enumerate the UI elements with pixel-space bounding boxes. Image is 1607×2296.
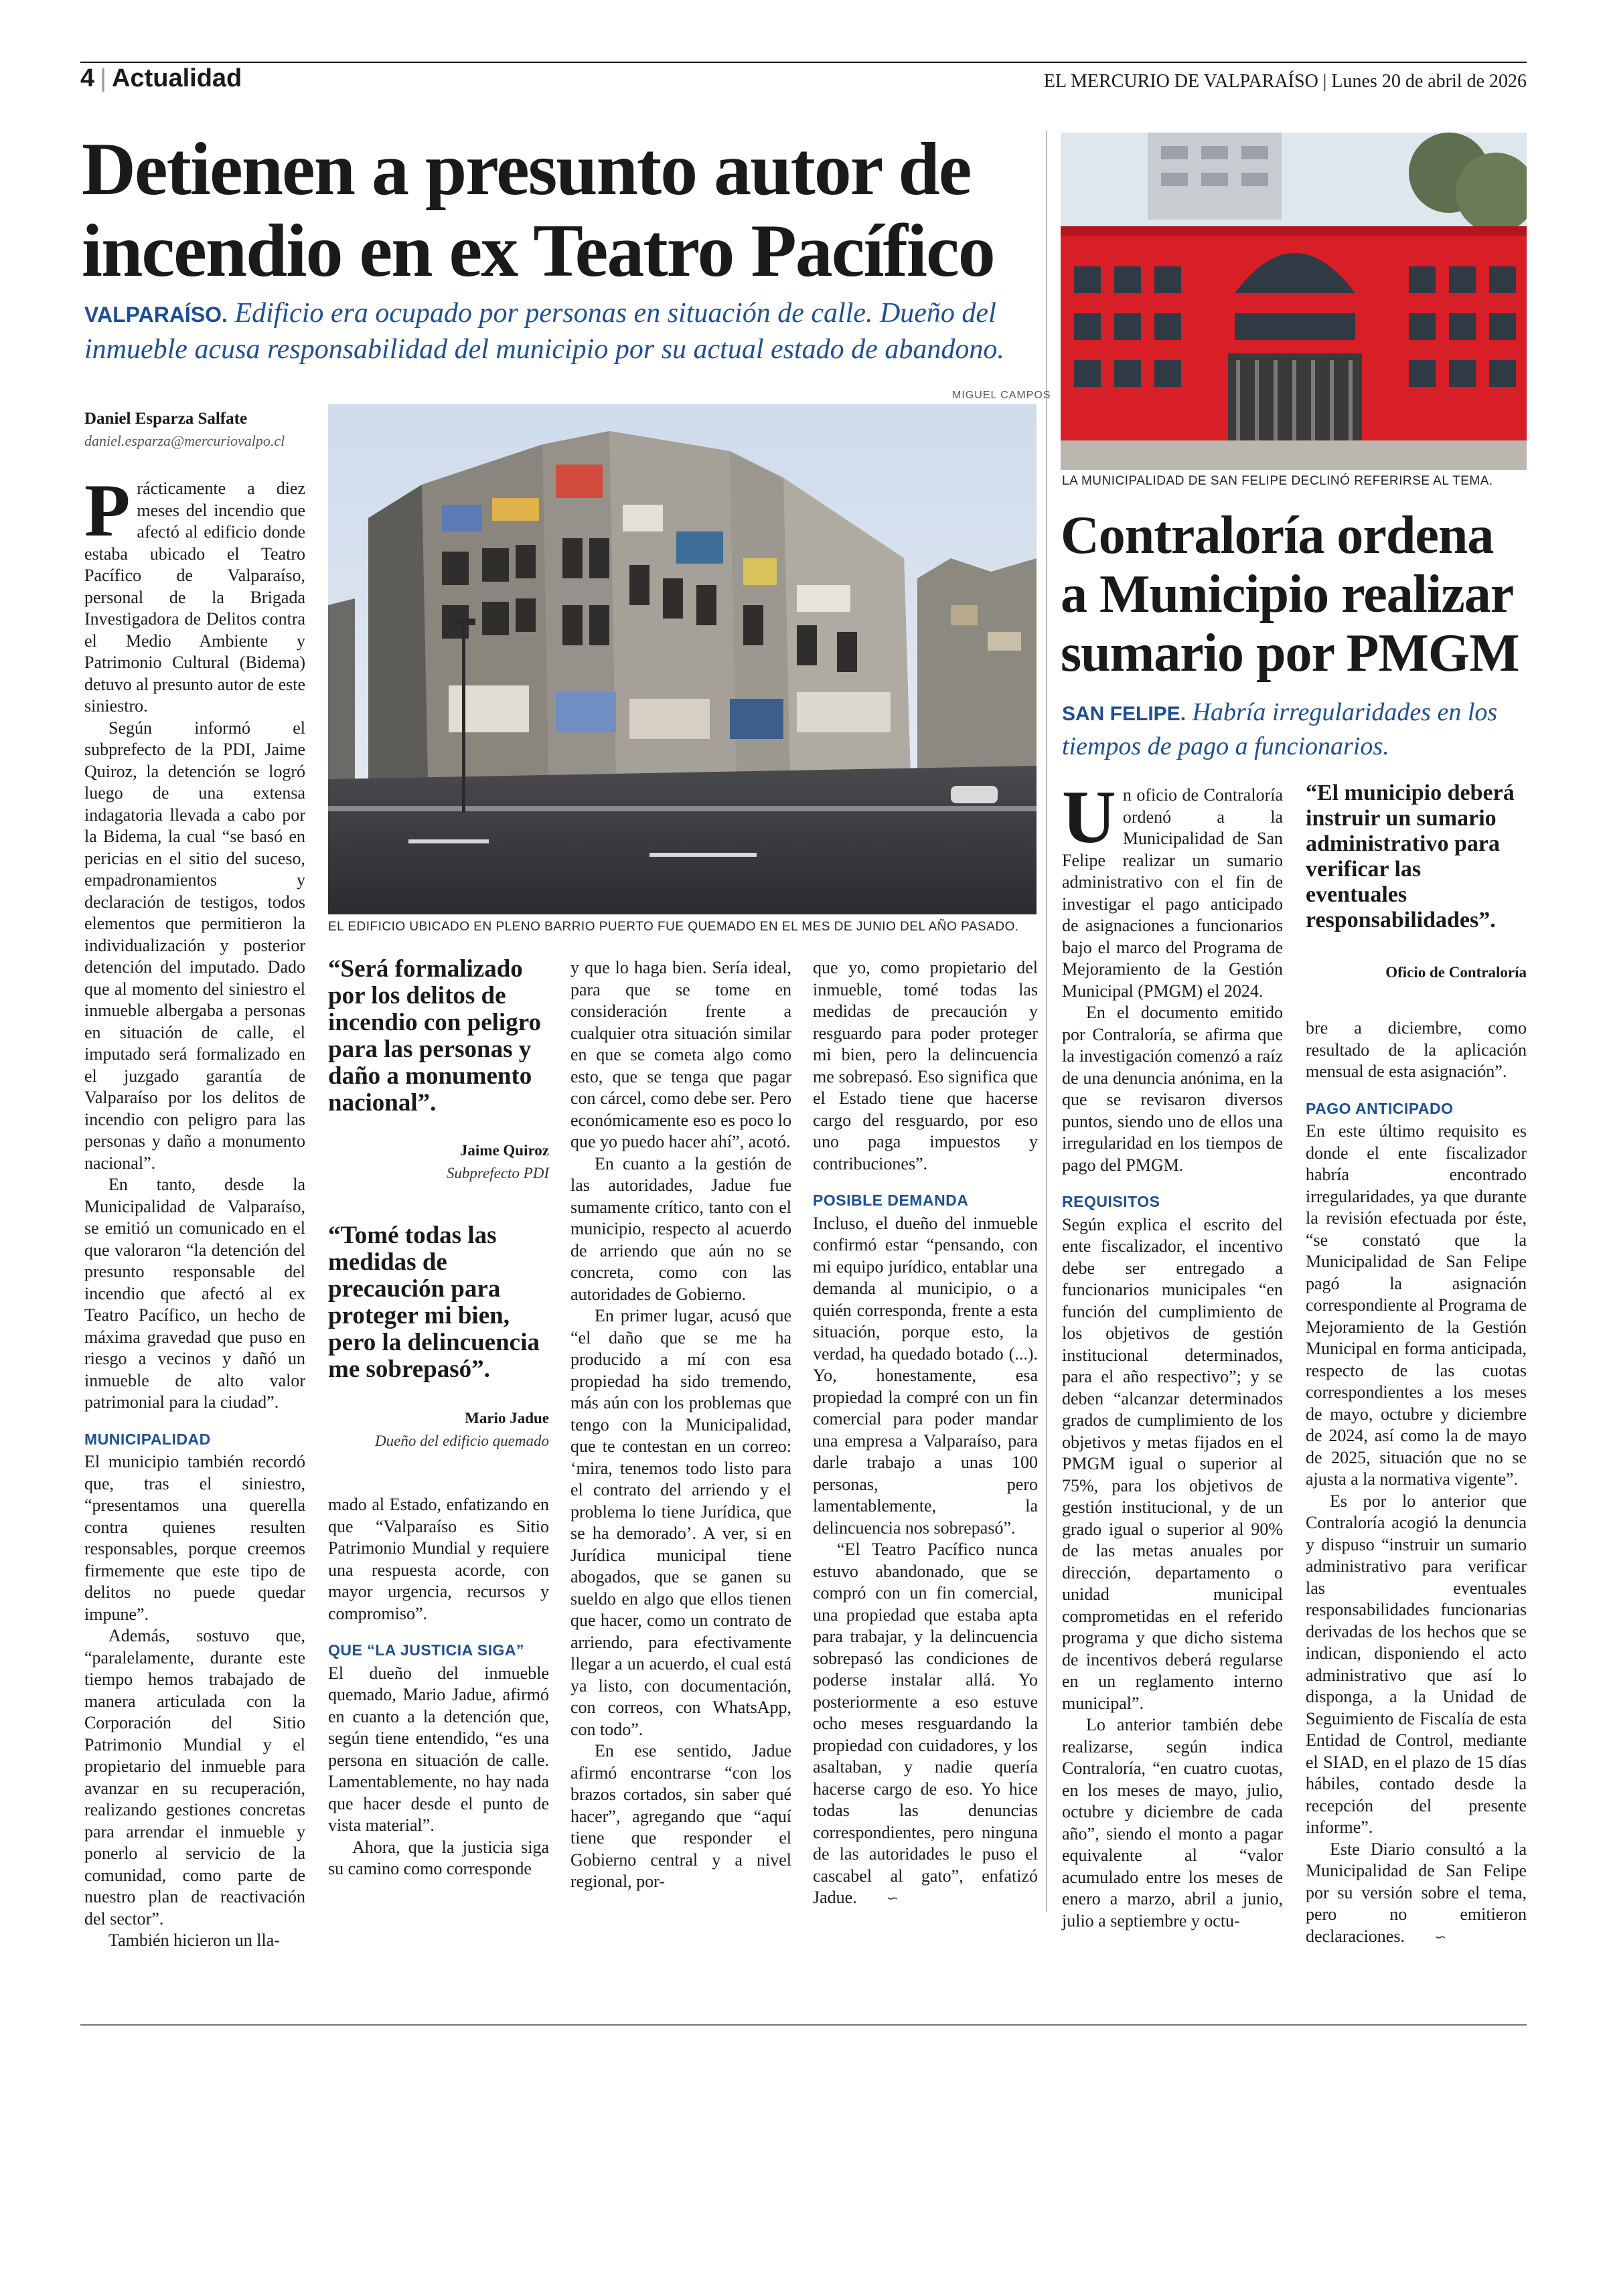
paragraph: Es por lo anterior que Contraloría acogió la denuncia y dispuso “instruir un sumario administrativo para verificar las eventuales responsabilidades funcionarias derivadas de los hechos que se indican, disponiendo el acto administrativo que así lo disponga, a la Unidad de Seguimiento de Fiscalía de esta Entidad de Control, mediante el SIAD, en el plazo de 15 días hábiles, contado desde la recepción del presente informe”.: [1306, 1491, 1527, 1837]
subhead-requisitos: REQUISITOS: [1062, 1193, 1160, 1210]
paragraph: n oficio de Contraloría ordenó a la Municipalidad de San Felipe realizar un sumario administrativo con el fin de investigar el pago anticipado de asignaciones a funcionarios bajo el marco del Programa de Mejoramiento de la Gestión Municipal (PMGM) el 2024.: [1062, 785, 1283, 1001]
article1-author: Daniel Esparza Salfate: [84, 410, 248, 428]
article2-quote-source: Oficio de Contraloría: [1385, 964, 1527, 981]
article1-photo-caption: EL EDIFICIO UBICADO EN PLENO BARRIO PUERTO FUE QUEMADO EN EL MES DE JUNIO DEL AÑO PASADO.: [328, 920, 1019, 934]
end-mark-icon: ∽: [1434, 1929, 1447, 1946]
paragraph: Incluso, el dueño del inmueble confirmó estar “pensando, con mi equipo jurídico, entablar una demanda al municipio, o a quién corresponda, frente a esta situación, porque esto, la verdad, ha quedado botado (...). Yo, honestamente, esa propiedad la compré con un fin comercial para poder mandar una empresa a Valparaíso, para darle trabajo a unas 100 personas, pero lamentablemente, la delincuencia nos sobrepasó”.: [813, 1213, 1038, 1538]
paragraph: que yo, como propietario del inmueble, tomé todas las medidas de precaución y resguardo para poder proteger mi bien, pero la delincuencia me sobrepasó. Eso significa que el Estado tiene que hacerse cargo del resguardo, por eso uno paga impuestos y contribuciones”.: [813, 958, 1038, 1173]
footer-rule: [80, 2024, 1527, 2026]
subhead-pago-anticipado: PAGO ANTICIPADO: [1306, 1099, 1454, 1117]
article1-deck: [84, 296, 1049, 367]
article2-deck-place: SAN FELIPE.: [1062, 703, 1187, 725]
page-section-label: [80, 64, 242, 93]
paragraph: En el documento emitido por Contraloría, se afirma que la investigación comenzó a raíz de una denuncia anónima, en la que se revisaron diversos puntos, siendo uno de ellos una irregularidad en los tiempos de pago del PMGM.: [1062, 1003, 1283, 1175]
paragraph: En este último requisito es donde el ente fiscalizador habría encontrado irregularidades, ya que durante la revisión efectuada por éste, “se constató que la Municipalidad de San Felipe pagó la asignación correspondiente al Programa de Mejoramiento de la Gestión Municipal en forma anticipada, respecto de las cuotas correspondientes a los meses de mayo, octubre y diciembre de 2024, así como la de mayo de 2025, situación que no se ajusta a la normativa vigente”.: [1306, 1121, 1527, 1489]
paragraph: mado al Estado, enfatizando en que “Valparaíso es Sitio Patrimonio Mundial y requiere una respuesta acorde, con mayor urgencia, recursos y compromiso”.: [328, 1495, 549, 1623]
photo-credit: MIGUEL CAMPOS: [952, 390, 1051, 401]
article2-headline: Contraloría ordena a Municipio realizar sumario por PMGM: [1061, 506, 1519, 683]
article2-photo-caption: LA MUNICIPALIDAD DE SAN FELIPE DECLINÓ REFERIRSE AL TEMA.: [1062, 474, 1493, 488]
paragraph: Lo anterior también debe realizarse, según indica Contraloría, “en cuatro cuotas, en los meses de mayo, julio, octubre y diciembre de cada año”, siendo el monto a pagar equivalente al “valor acumulado entre los meses de enero a marzo, abril a junio, julio a septiembre y octu-: [1062, 1715, 1283, 1931]
page-number: 4: [80, 64, 95, 92]
article1-email[interactable]: daniel.esparza@mercuriovalpo.cl: [84, 432, 285, 449]
subhead-justicia: QUE “LA JUSTICIA SIGA”: [328, 1641, 524, 1659]
section-name: Actualidad: [112, 64, 242, 92]
article2-deck: [1062, 696, 1531, 762]
dropcap: U: [1062, 776, 1116, 859]
pull-quote-quiroz: “Será formalizado por los delitos de incendio con peligro para las personas y daño a monumento nacional”.: [328, 955, 541, 1117]
article1-column-3: [570, 957, 791, 1893]
dropcap: P: [84, 469, 131, 552]
subhead-municipalidad: MUNICIPALIDAD: [84, 1430, 211, 1448]
article1-column-1: [84, 469, 305, 1952]
san-felipe-municipality-photo: [1061, 133, 1527, 470]
paragraph: bre a diciembre, como resultado de la aplicación mensual de esta asignación”.: [1306, 1018, 1527, 1081]
paragraph: En cuanto a la gestión de las autoridades, Jadue fue sumamente crítico, tanto con el municipio, respecto al acuerdo de arriendo que aún no se concreta, como con las autoridades de Gobierno.: [570, 1153, 791, 1304]
separator: |: [100, 64, 107, 92]
paragraph: También hicieron un lla-: [108, 1931, 280, 1950]
article2-pull-quote: “El municipio deberá instruir un sumario administrativo para verificar las eventuales responsabilidades”.: [1306, 781, 1515, 932]
article1-column-2: [328, 1494, 549, 1880]
article1-deck-text: Edificio era ocupado por personas en situación de calle. Dueño del inmueble acusa responsabilidad del municipio por su actual estado de abandono.: [84, 298, 1004, 365]
paragraph: En primer lugar, acusó que “el daño que se me ha producido a mí con esa propiedad ha sido tremendo, más aún con los problemas que tengo con la Municipalidad, que te contestan en un correo: ‘mira, tenemos todo listo para el contrato del arriendo y el problema lo tiene Jurídica, que se ha demorado’. A ver, si en Jurídica municipal tiene abogados, que se ganen su sueldo en algo que ellos tienen que hacer, como un contrato de arriendo, para efectivamente llegar a un acuerdo, el cual está ya listo, con documentación, con correos, con WhatsApp, con todo”.: [570, 1306, 791, 1739]
article2-deck-text: Habría irregularidades en los tiempos de pago a funcionarios.: [1062, 698, 1498, 760]
paragraph: En ese sentido, Jadue afirmó encontrarse “con los brazos cortados, sin saber qué hacer”, agregando que “aquí tiene que responder el Gobierno central y a nivel regional, por-: [570, 1741, 791, 1891]
publication-date: EL MERCURIO DE VALPARAÍSO | Lunes 20 de abril de 2026: [1043, 71, 1527, 92]
paragraph: [813, 1539, 1038, 1910]
article1-deck-place: VALPARAÍSO.: [84, 303, 228, 327]
quote-quiroz-name: Jaime Quiroz: [459, 1142, 549, 1159]
paragraph: El municipio también recordó que, tras el siniestro, “presentamos una querella contra quienes resulten responsables, porque creemos firmemente que este tipo de delitos no puede quedar impune”.: [84, 1452, 305, 1624]
pull-quote-jadue: “Tomé todas las medidas de precaución para proteger mi bien, pero la delincuencia me sobrepasó”.: [328, 1222, 540, 1383]
paragraph-text: “El Teatro Pacífico nunca estuvo abandonado, que se compró con un fin comercial, una propiedad que estaba apta para trabajar, y la delincuencia sobrepasó las condiciones de poderse instalar allá. Yo posteriormente a eso estuve ocho meses resguardando la propiedad con cuidadores, y los asaltaban, y nadie quería hacerse cargo de eso. Yo hice todas las denuncias correspondientes, pero ninguna de las autoridades le puso el cascabel al gato”, enfatizó Jadue.: [813, 1540, 1038, 1907]
paragraph: Ahora, que la justicia siga su camino como corresponde: [328, 1837, 549, 1878]
header-top-rule: [80, 62, 1527, 63]
paragraph: Según explica el escrito del ente fiscalizador, el incentivo debe ser entregado a funcionarios municipales “en función del cumplimiento de los objetivos de gestión institucional determinados, para el año respectivo”; y se deben “alcanzar determinados grados de cumplimiento de los objetivos y metas fijados en el PMGM igual o superior al 75%, para los objetivos de gestión institucional, y de un grado igual o superior al 90% de las metas anuales por dirección, departamento o unidad municipal comprometidas en el referido programa y que dicho sistema de incentivos deberá regularse en un reglamento interno municipal”.: [1062, 1214, 1283, 1713]
paragraph-text: Este Diario consultó a la Municipalidad de San Felipe por su versión sobre el tema, pero no emitieron declaraciones.: [1306, 1839, 1527, 1946]
paragraph: Además, sostuvo que, “paralelamente, durante este tiempo hemos trabajado de manera articulada con la Corporación del Sitio Patrimonio Mundial y el propietario del inmueble para avanzar en su recuperación, realizando gestiones concretas para arrendar el inmueble y ponerlo al servicio de la comunidad, como parte de nuestro plan de reactivación del sector”.: [84, 1626, 305, 1929]
paragraph: rácticamente a diez meses del incendio que afectó al edificio donde estaba ubicado el Teatro Pacífico de Valparaíso, personal de la Brigada Investigadora de Delitos contra el Medio Ambiente y Patrimonio Cultural (Bidema) detuvo al presunto autor de este siniestro.: [84, 479, 305, 716]
subhead-demanda: POSIBLE DEMANDA: [813, 1192, 969, 1209]
article1-column-4: [813, 957, 1038, 1910]
paragraph: En tanto, desde la Municipalidad de Valparaíso, se emitió un comunicado en el que valoraron “la detención del presunto responsable del incendio que afectó al ex Teatro Pacífico, un hecho de máxima gravedad que puso en riesgo a vecinos y dañó un inmueble de alto valor patrimonial para la ciudad”.: [84, 1175, 305, 1412]
quote-jadue-role: Dueño del edificio quemado: [375, 1432, 549, 1449]
paragraph: y que lo haga bien. Sería ideal, para que se tome en consideración frente a cualquier otra situación similar en que se cometa algo como esto, que se tenga que pagar con cárcel, como debe ser. Pero económicamente eso es poco lo que yo puedo hacer ahí”, acotó.: [570, 958, 791, 1151]
article1-headline: Detienen a presunto autor de incendio en ex Teatro Pacífico: [82, 128, 994, 293]
quote-jadue-name: Mario Jadue: [465, 1410, 549, 1426]
article2-column-1: [1062, 776, 1283, 1932]
quote-quiroz-role: Subprefecto PDI: [446, 1165, 549, 1181]
end-mark-icon: ∽: [886, 1890, 899, 1907]
paragraph: Según informó el subprefecto de la PDI, Jaime Quiroz, la detención se logró luego de una extensa indagatoria llevada a cabo por la Bidema, la cual “se basó en pericias en el sitio del suceso, empadronamientos y declaración de testigos, todos elementos que permitieron la individualización y posterior detención del imputado. Dado que al momento del siniestro el inmueble albergaba a personas en situación de calle, el imputado será formalizado en el juzgado garantía de Valparaíso por los delitos de incendio con peligro para las personas y daño a monumento nacional”.: [84, 718, 305, 1173]
article2-column-2: [1306, 1017, 1527, 1949]
paragraph: El dueño del inmueble quemado, Mario Jadue, afirmó en cuanto a la detención que, según tiene entendido, “es una persona en situación de calle. Lamentablemente, no hay nada que hacer desde el punto de vista material”.: [328, 1663, 549, 1835]
paragraph: [1306, 1839, 1527, 1949]
teatro-pacifico-photo: [328, 404, 1037, 914]
